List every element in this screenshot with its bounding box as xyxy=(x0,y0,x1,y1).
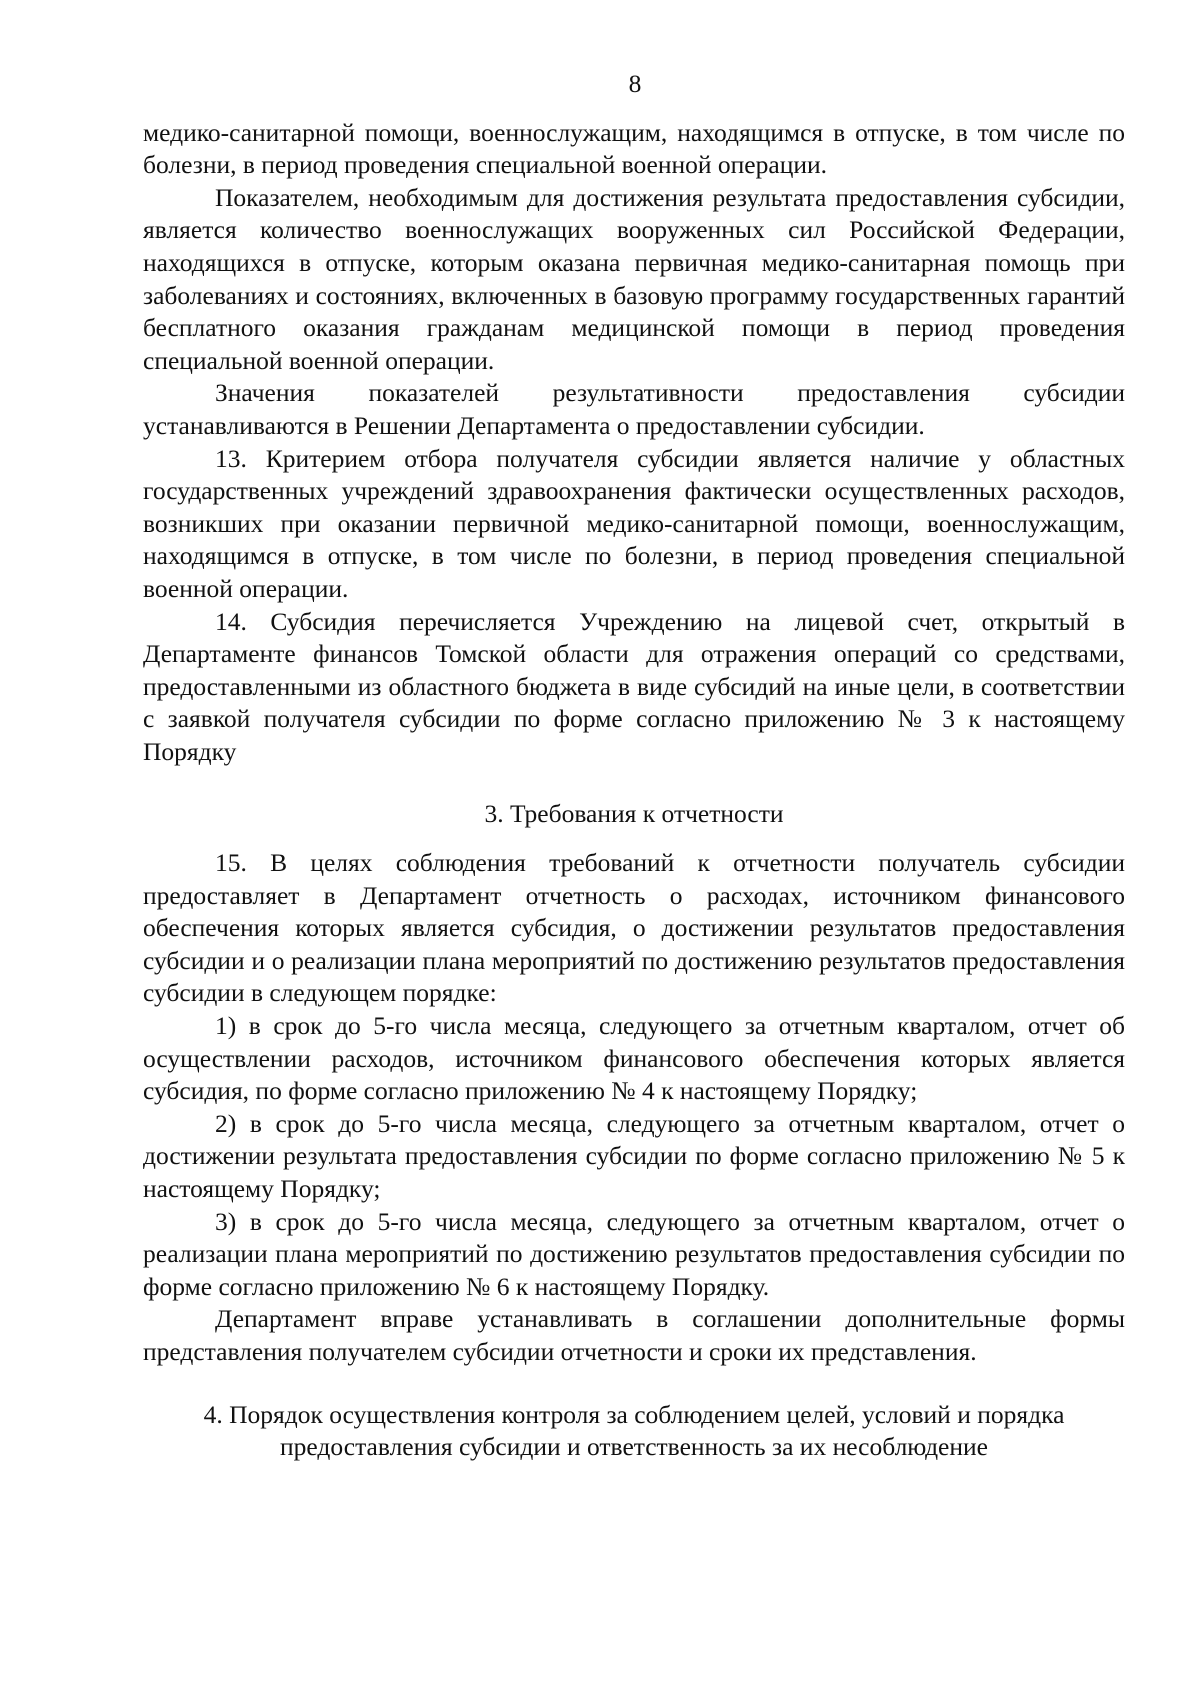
paragraph-indicator: Показателем, необходимым для достижения результата предоставления субсидии, является количество военнослужащих вооруженных сил Российской Федерации, находящихся в отпуске, которым оказана первичная медико-санитарная помощь при заболеваниях и состояниях, включенных в базовую программу государственных гарантий бесплатного оказания гражданам медицинской помощи в период проведения специальной военной операции. xyxy=(143,182,1125,375)
section-3-heading: 3. Требования к отчетности xyxy=(484,799,784,829)
paragraph-14: 14. Субсидия перечисляется Учреждению на лицевой счет, открытый в Департаменте финансов Томской области для отражения операций со средствами, предоставленными из областного бюджета в виде субсидий на иные цели, в соответствии с заявкой получателя субсидии по форме согласно приложению № 3 к настоящему Порядку xyxy=(143,606,1125,766)
section-4-heading xyxy=(143,1399,1125,1464)
paragraph-13: 13. Критерием отбора получателя субсидии является наличие у областных государственных учреждений здравоохранения фактически осуществленных расходов, возникших при оказании первичной медико-санитарной помощи, военнослужащим, находящимся в отпуске, в том числе по болезни, в период проведения специальной военной операции. xyxy=(143,443,1125,603)
paragraph-indicator-values: Значения показателей результативности предоставления субсидии устанавливаются в Решении Департамента о предоставлении субсидии. xyxy=(143,378,1125,440)
paragraph-department-forms: Департамент вправе устанавливать в соглашении дополнительные формы представления получателем субсидии отчетности и сроки их представления. xyxy=(143,1304,1125,1366)
paragraph-15-item-3: 3) в срок до 5-го числа месяца, следующего за отчетным кварталом, отчет о реализации плана мероприятий по достижению результатов предоставления субсидии по форме согласно приложению № 6 к настоящему Порядку. xyxy=(143,1206,1125,1301)
section-4-heading-line-2: предоставления субсидии и ответственность за их несоблюдение xyxy=(280,1432,988,1462)
paragraph-15: 15. В целях соблюдения требований к отчетности получатель субсидии предоставляет в Департамент отчетность о расходах, источником финансового обеспечения которых является субсидия, о достижении результатов предоставления субсидии и о реализации плана мероприятий по достижению результатов предоставления субсидии в следующем порядке: xyxy=(143,848,1125,1008)
document-page xyxy=(143,68,1125,1464)
paragraph-15-item-2: 2) в срок до 5-го числа месяца, следующего за отчетным кварталом, отчет о достижении результата предоставления субсидии по форме согласно приложению № 5 к настоящему Порядку; xyxy=(143,1108,1125,1203)
paragraph-continuation: медико-санитарной помощи, военнослужащим, находящимся в отпуске, в том числе по болезни, в период проведения специальной военной операции. xyxy=(143,117,1125,180)
page-number: 8 xyxy=(628,69,642,98)
section-4-heading-line-1: 4. Порядок осуществления контроля за соблюдением целей, условий и порядка xyxy=(203,1399,1065,1429)
paragraph-15-item-1: 1) в срок до 5-го числа месяца, следующего за отчетным кварталом, отчет об осуществлении расходов, источником финансового обеспечения которых является субсидия, по форме согласно приложению № 4 к настоящему Порядку; xyxy=(143,1011,1125,1106)
